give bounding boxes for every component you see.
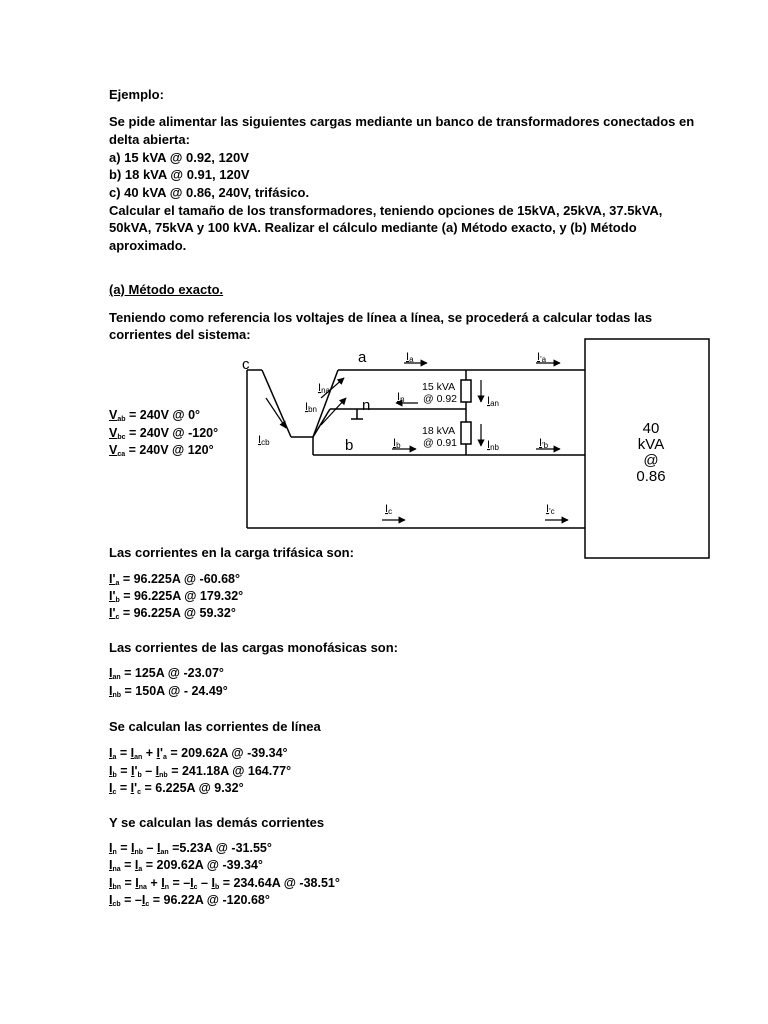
line-current-a: $I_a = I_{an} + I'_a = 209.62A$ @ -39.34° xyxy=(109,746,288,761)
line-current-b: $I_b = I'_b - I_{nb} = 241.18A$ @ 164.77° xyxy=(109,764,292,779)
current-c-label: Ic xyxy=(385,503,393,516)
section-text-1: Teniendo como referencia los voltajes de línea a línea, se procederá a calcular todas las xyxy=(109,310,653,325)
current-n-eq: $I_n = I_{nb} - I_{an} =5.23A$ @ -31.55° xyxy=(109,841,272,856)
current-nb-label: Inb xyxy=(487,439,499,452)
current-nb: $I_{nb} = 150A$ @ - 24.49° xyxy=(109,684,228,699)
question-line-2: 50kVA, 75kVA y 100 kVA. Realizar el cálculo mediante (a) Método exacto, y (b) Método xyxy=(109,220,637,235)
load-b: b) 18 kVA @ 0.91, 120V xyxy=(109,167,250,182)
winding-na xyxy=(313,370,338,437)
load-a: a) 15 kVA @ 0.92, 120V xyxy=(109,150,249,165)
load-18kva-resistor xyxy=(461,422,471,444)
line-currents-heading: Se calculan las corrientes de línea xyxy=(109,719,321,734)
load2-kva-label: 18 kVA xyxy=(422,425,456,437)
three-phase-heading: Las corrientes en la carga trifásica son: xyxy=(109,545,354,560)
current-prime-a: $I'_a = 96.225A$ @ -60.68° xyxy=(109,572,240,587)
load-15kva-resistor xyxy=(461,380,471,402)
current-prime-c: $I'_c = 96.225A$ @ 59.32° xyxy=(109,606,236,621)
current-na-label: Ina xyxy=(318,382,330,395)
current-prime-a-label: I'a xyxy=(537,351,547,364)
load-c: c) 40 kVA @ 0.86, 240V, trifásico. xyxy=(109,185,310,200)
current-prime-c-label: I'c xyxy=(546,503,555,516)
voltage-ca: $V_{ca} = 240V$ @ 120° xyxy=(109,443,214,458)
current-a-label: Ia xyxy=(406,351,414,364)
current-an-label: Ian xyxy=(487,395,499,408)
winding-cb xyxy=(262,370,291,437)
current-cb-label: Icb xyxy=(258,434,270,447)
node-a-label: a xyxy=(358,349,367,366)
node-b-label: b xyxy=(345,437,354,454)
section-text-2: corrientes del sistema: xyxy=(109,327,251,342)
box-line-1: 40 xyxy=(642,420,660,437)
other-currents-heading: Y se calculan las demás corrientes xyxy=(109,815,325,830)
single-phase-heading: Las corrientes de las cargas monofásicas son: xyxy=(109,640,399,655)
current-prime-b-label: I'b xyxy=(539,437,549,450)
question-line-3: aproximado. xyxy=(109,238,187,253)
box-line-3: @ xyxy=(643,452,659,469)
current-prime-b: $I'_b = 96.225A$ @ 179.32° xyxy=(109,589,244,604)
section-heading: (a) Método exacto. xyxy=(109,282,224,297)
voltage-bc: $V_{bc} = 240V$ @ -120° xyxy=(109,426,219,441)
load1-pf-label: @ 0.92 xyxy=(423,393,458,405)
current-b-label: Ib xyxy=(393,437,401,450)
load1-kva-label: 15 kVA xyxy=(422,381,456,393)
intro-line-2: delta abierta: xyxy=(109,132,190,147)
example-title: Ejemplo: xyxy=(109,87,164,102)
box-line-4: 0.86 xyxy=(636,468,666,485)
current-n-label: In xyxy=(397,391,405,404)
current-na-eq: $I_{na} = I_a = 209.62A$ @ -39.34° xyxy=(109,858,263,873)
current-bn-eq: $I_{bn} = I_{na} + I_n = -I_c - I_b = 234.64A$ @ -38.51° xyxy=(109,876,340,891)
line-current-c: $I_c = I'_c = 6.225A$ @ 9.32° xyxy=(109,781,244,796)
voltage-ab: $V_{ab} = 240V$ @ 0° xyxy=(109,408,201,423)
current-cb-eq: $I_{cb} = -I_c = 96.22A$ @ -120.68° xyxy=(109,893,270,908)
load2-pf-label: @ 0.91 xyxy=(423,437,458,449)
current-an: $I_{an} = 125A$ @ -23.07° xyxy=(109,666,224,681)
intro-line-1: Se pide alimentar las siguientes cargas mediante un banco de transformadores conectados en xyxy=(109,114,695,129)
node-c-label: c xyxy=(242,356,250,373)
box-line-2: kVA xyxy=(637,436,665,453)
node-n-label: n xyxy=(362,397,371,414)
current-bn-label: Ibn xyxy=(305,401,317,414)
question-line-1: Calcular el tamaño de los transformadores, teniendo opciones de 15kVA, 25kVA, 37.5kVA, xyxy=(109,203,663,218)
